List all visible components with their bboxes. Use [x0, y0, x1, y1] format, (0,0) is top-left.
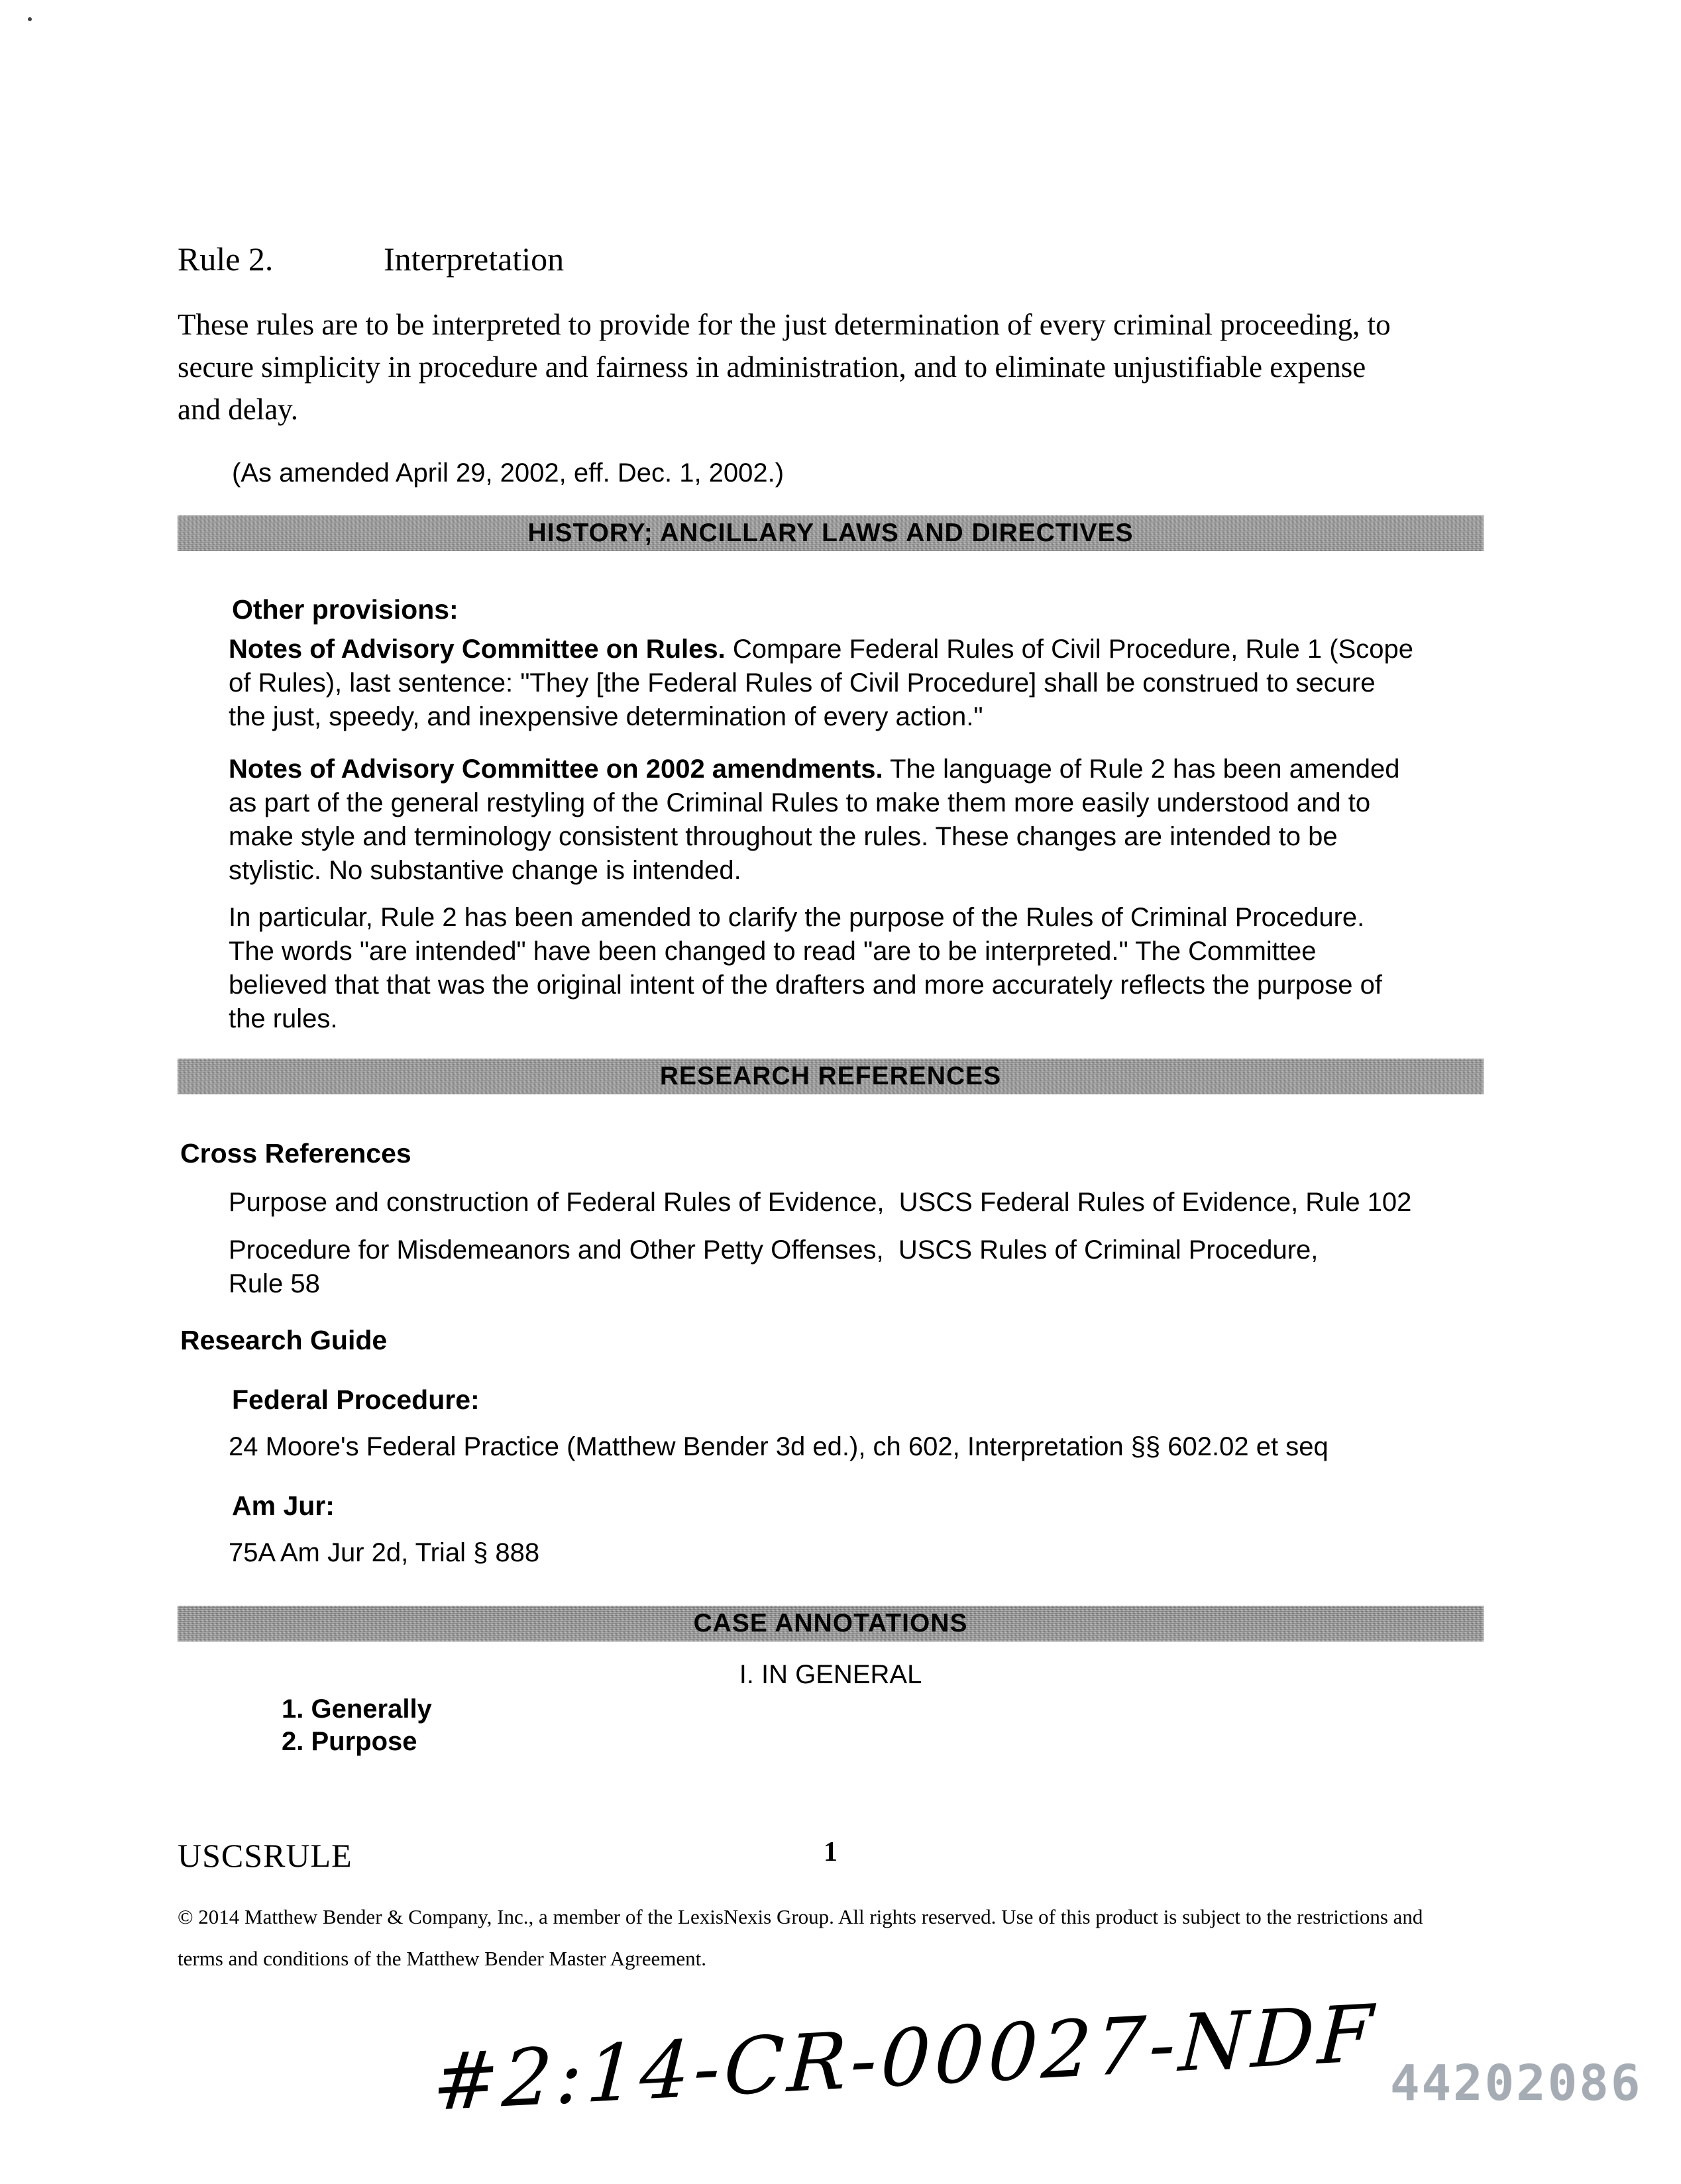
- advisory-committee-2002-note-text: The language of Rule 2 has been amended as part of the general restyling of the Criminal Rules to make them more easily understood and to make style and terminology consistent throughout the rules. These changes are intended to be stylistic. No substantive change is intended.: [229, 754, 1400, 885]
- history-section-banner: [178, 515, 1484, 551]
- annotation-index-item: 2. Purpose: [282, 1727, 417, 1756]
- scan-speck: [28, 17, 32, 21]
- copyright-notice: © 2014 Matthew Bender & Company, Inc., a member of the LexisNexis Group. All rights reserved. Use of this product is subject to the restrictions and terms and conditions of the Matthew Bender Master Agreement.: [178, 1905, 1423, 1970]
- advisory-committee-rules-note-title: Notes of Advisory Committee on Rules.: [229, 635, 726, 664]
- document-code: USCSRULE: [178, 1837, 352, 1874]
- annotation-index-item: 1. Generally: [282, 1694, 432, 1724]
- advisory-committee-rules-note: [229, 633, 1415, 734]
- annotation-index-list: [282, 1693, 432, 1758]
- cross-reference-item: Procedure for Misdemeanors and Other Petty Offenses, USCS Rules of Criminal Procedure, Rule 58: [229, 1235, 1326, 1298]
- advisory-committee-rules-note-text: Compare Federal Rules of Civil Procedure, Rule 1 (Scope of Rules), last sentence: "They [the Federal Rules of Civil Procedure] shall be construed to secure the just, speedy, and inexpensive determination of every action.": [229, 635, 1413, 731]
- research-references-banner: [178, 1059, 1484, 1094]
- page-number: 1: [824, 1837, 838, 1867]
- history-banner-label: HISTORY; ANCILLARY LAWS AND DIRECTIVES: [527, 519, 1134, 547]
- bates-stamp-number: 44202086: [1390, 2055, 1643, 2112]
- cross-reference-item: Purpose and construction of Federal Rules of Evidence, USCS Federal Rules of Evidence, Rule 102: [229, 1188, 1412, 1217]
- handwritten-case-number: #2:14-CR-00027-NDF: [431, 1987, 1380, 2128]
- federal-procedure-label: Federal Procedure:: [232, 1384, 480, 1415]
- rule-body-text: These rules are to be interpreted to provide for the just determination of every criminal proceeding, to secure simplicity in procedure and fairness in administration, and to eliminate unjustifiable expense and delay.: [178, 308, 1391, 426]
- am-jur-label: Am Jur:: [232, 1490, 335, 1521]
- rule-name: Interpretation: [384, 240, 565, 278]
- federal-procedure-item: 24 Moore's Federal Practice (Matthew Bender 3d ed.), ch 602, Interpretation §§ 602.02 et seq: [229, 1432, 1329, 1461]
- rule-title: [178, 240, 564, 278]
- in-particular-note: In particular, Rule 2 has been amended to clarify the purpose of the Rules of Criminal Procedure. The words "are intended" have been changed to read "are to be interpreted." The Committee believed that that was the original intent of the drafters and more accurately reflects the purpose of the rules.: [229, 903, 1382, 1033]
- in-general-heading: I. IN GENERAL: [739, 1660, 922, 1689]
- advisory-committee-2002-note-title: Notes of Advisory Committee on 2002 amendments.: [229, 754, 883, 784]
- cross-references-heading: Cross References: [180, 1138, 411, 1169]
- rule-number: Rule 2.: [178, 240, 274, 278]
- case-annotations-banner: [178, 1606, 1484, 1641]
- am-jur-item: 75A Am Jur 2d, Trial § 888: [229, 1538, 540, 1567]
- other-provisions-heading: Other provisions:: [232, 594, 459, 625]
- research-banner-label: RESEARCH REFERENCES: [659, 1062, 1002, 1090]
- research-guide-heading: Research Guide: [180, 1325, 388, 1355]
- annotations-banner-label: CASE ANNOTATIONS: [693, 1609, 968, 1638]
- advisory-committee-2002-note: [229, 753, 1415, 888]
- amendment-note: (As amended April 29, 2002, eff. Dec. 1, 2002.): [232, 458, 785, 488]
